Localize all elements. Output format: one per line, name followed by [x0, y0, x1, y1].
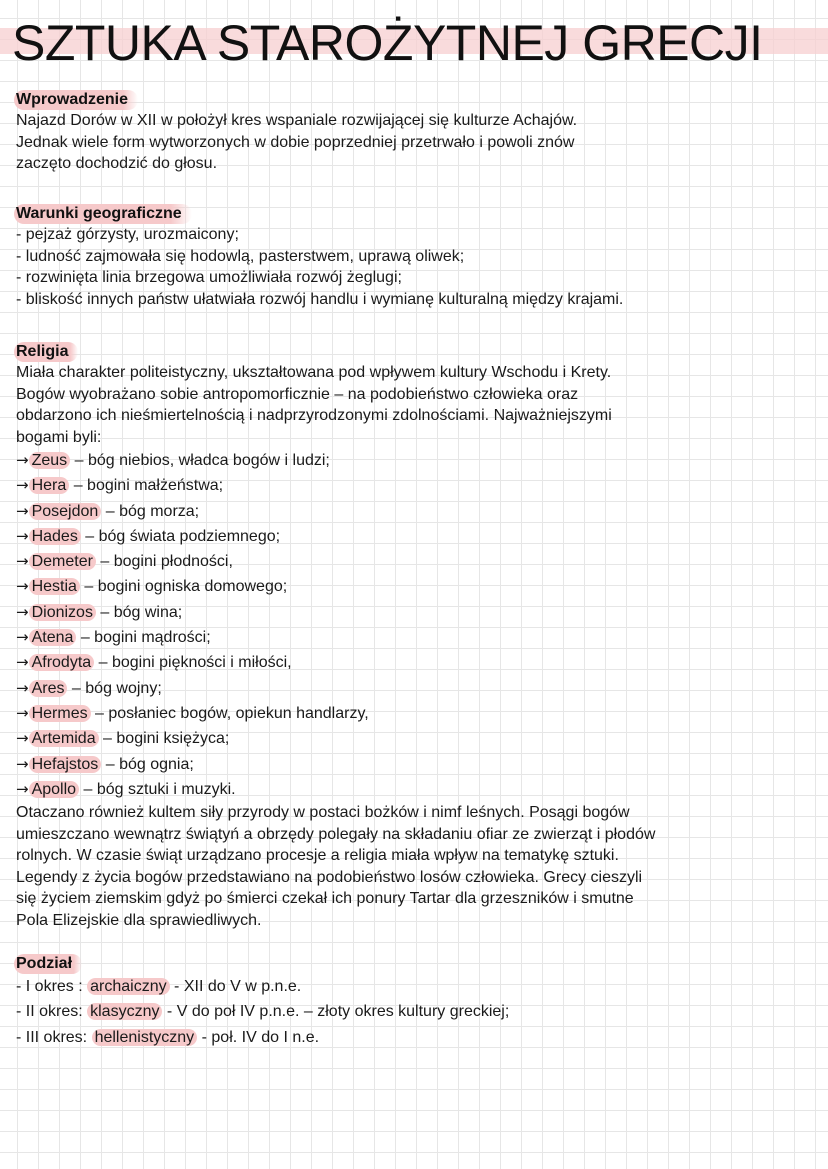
period-name: klasyczny	[87, 1003, 162, 1020]
religion-intro-line: Miała charakter politeistyczny, ukształtowana pod wpływem kultury Wschodu i Krety.	[16, 364, 612, 381]
arrow-right-icon: →	[16, 451, 29, 469]
section-geography	[16, 204, 816, 310]
arrow-right-icon: →	[16, 729, 29, 748]
god-description: – bóg wojny;	[67, 679, 162, 697]
god-name: Artemida	[29, 730, 99, 747]
period-range: - V do poł IV p.n.e. – złoty okres kultury greckiej;	[162, 1003, 510, 1021]
period-name: hellenistyczny	[92, 1029, 198, 1046]
god-description: – bogini małżeństwa;	[69, 477, 224, 495]
period-prefix: - I okres :	[16, 978, 88, 995]
period-prefix: - II okres:	[16, 1003, 88, 1021]
page-title: SZTUKA STAROŻYTNEJ GRECJI	[12, 15, 763, 71]
geo-item: - pejzaż górzysty, urozmaicony;	[16, 226, 239, 243]
religion-intro-line: obdarzono ich nieśmiertelnością i nadprzyrodzonymi zdolnościami. Najważniejszymi	[16, 407, 612, 424]
religion-outro-line: Legendy z życia bogów przedstawiano na podobieństwo losów człowieka. Grecy cieszyli	[16, 868, 643, 886]
list-item	[16, 974, 816, 999]
god-name: Hefajstos	[29, 756, 102, 773]
god-description: – bóg sztuki i muzyki.	[79, 780, 236, 798]
god-name: Demeter	[29, 553, 96, 570]
god-description: – bóg morza;	[101, 502, 200, 520]
god-name: Hermes	[29, 705, 91, 722]
arrow-right-icon: →	[16, 526, 29, 545]
god-description: – bogini płodności,	[95, 553, 233, 571]
list-item	[16, 701, 816, 726]
geo-item: - bliskość innych państw ułatwiała rozwój handlu i wymianę kulturalną między krajami.	[16, 290, 624, 308]
arrow-right-icon: →	[16, 754, 29, 773]
arrow-right-icon: →	[16, 703, 29, 722]
list-item	[16, 676, 816, 701]
section-heading-periods: Podział	[14, 954, 82, 974]
religion-outro-line: rolnych. W czasie świąt urządzano procesje a religia miała wpływ na tematykę sztuki.	[16, 847, 619, 865]
list-item	[16, 777, 816, 802]
list-item	[16, 574, 816, 599]
list-item	[16, 726, 816, 751]
arrow-right-icon: →	[16, 501, 29, 520]
god-name: Hera	[29, 477, 70, 494]
arrow-right-icon: →	[16, 577, 29, 596]
god-description: – bogini ogniska domowego;	[79, 578, 288, 596]
arrow-right-icon: →	[16, 602, 29, 621]
religion-intro-line: bogami byli:	[16, 428, 102, 446]
period-prefix: - III okres:	[16, 1028, 92, 1046]
god-description: – bóg niebios, władca bogów i ludzi;	[70, 452, 330, 469]
god-name: Hades	[29, 528, 81, 545]
list-item	[16, 524, 816, 549]
section-heading-religion: Religia	[14, 342, 78, 362]
religion-outro-line: Pola Elizejskie dla sprawiedliwych.	[16, 911, 262, 929]
religion-outro-line: umieszczano wewnątrz świątyń a obrzędy polegały na składaniu ofiar ze zwierząt i płodów	[16, 825, 656, 843]
list-item	[16, 999, 816, 1024]
section-religion	[16, 342, 816, 931]
god-name: Zeus	[29, 452, 71, 469]
arrow-right-icon: →	[16, 552, 29, 571]
god-description: – bogini księżyca;	[98, 730, 230, 748]
god-description: – bóg świata podziemnego;	[80, 527, 281, 545]
intro-line: Najazd Dorów w XII w położył kres wspaniale rozwijającej się kulturze Achajów.	[16, 112, 578, 129]
god-description: – posłaniec bogów, opiekun handlarzy,	[90, 704, 369, 722]
arrow-right-icon: →	[16, 653, 29, 672]
god-description: – bogini mądrości;	[76, 629, 211, 647]
list-item	[16, 600, 816, 625]
god-name: Dionizos	[29, 604, 96, 621]
section-heading-intro: Wprowadzenie	[14, 90, 138, 110]
arrow-right-icon: →	[16, 476, 29, 495]
list-item	[16, 549, 816, 574]
section-periods	[16, 954, 816, 1050]
god-description: – bóg wina;	[95, 603, 183, 621]
god-name: Posejdon	[29, 503, 102, 520]
god-name: Ares	[29, 680, 68, 697]
arrow-right-icon: →	[16, 678, 29, 697]
god-description: – bóg ognia;	[101, 755, 194, 773]
period-range: - poł. IV do I n.e.	[197, 1028, 320, 1046]
section-intro	[16, 90, 816, 175]
section-heading-geography: Warunki geograficzne	[14, 204, 192, 224]
religion-outro-line: Otaczano również kultem siły przyrody w postaci bożków i nimf leśnych. Posągi bogów	[16, 804, 630, 822]
god-name: Atena	[29, 629, 77, 646]
religion-outro-line: się życiem ziemskim gdyż po śmierci czekał ich ponury Tartar dla grzeszników i smutne	[16, 890, 634, 908]
intro-line: Jednak wiele form wytworzonych w dobie poprzedniej przetrwało i powoli znów	[16, 133, 575, 151]
list-item	[16, 473, 816, 498]
god-name: Apollo	[29, 781, 79, 798]
god-description: – bogini piękności i miłości,	[94, 654, 292, 672]
list-item	[16, 625, 816, 650]
list-item	[16, 499, 816, 524]
list-item	[16, 448, 816, 473]
list-item	[16, 752, 816, 777]
list-item	[16, 650, 816, 675]
geo-item: - ludność zajmowała się hodowlą, pasterstwem, uprawą oliwek;	[16, 247, 465, 265]
period-range: - XII do V w p.n.e.	[169, 978, 302, 995]
religion-intro-line: Bogów wyobrażano sobie antropomorficznie – na podobieństwo człowieka oraz	[16, 385, 579, 403]
god-name: Afrodyta	[29, 654, 95, 671]
list-item	[16, 1025, 816, 1050]
gods-list	[16, 448, 816, 802]
god-name: Hestia	[29, 578, 80, 595]
intro-line: zaczęto dochodzić do głosu.	[16, 155, 218, 172]
arrow-right-icon: →	[16, 628, 29, 647]
period-name: archaiczny	[87, 978, 169, 995]
arrow-right-icon: →	[16, 779, 29, 798]
geo-item: - rozwinięta linia brzegowa umożliwiała rozwój żeglugi;	[16, 269, 402, 286]
